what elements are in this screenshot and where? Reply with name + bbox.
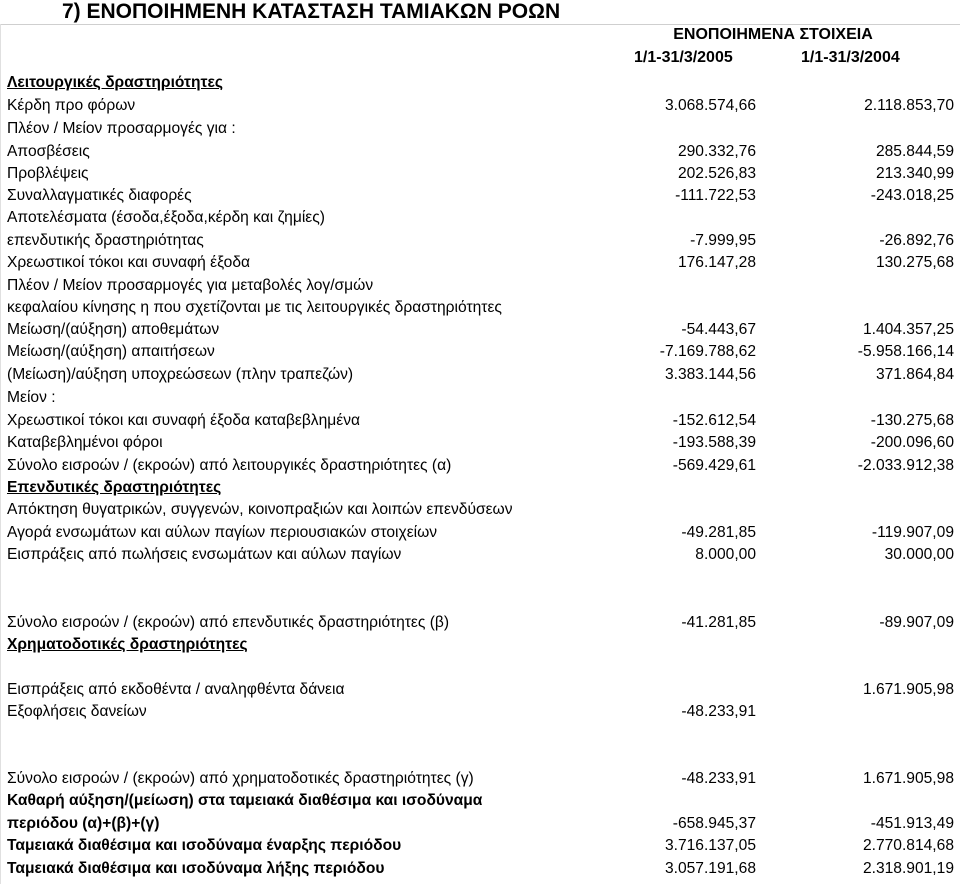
value-2005: -41.281,85 bbox=[681, 614, 756, 631]
value-2005: -658.945,37 bbox=[672, 815, 756, 832]
table-row bbox=[0, 206, 960, 229]
table-row bbox=[0, 678, 960, 701]
table-row bbox=[0, 318, 960, 341]
value-2005: 3.057.191,68 bbox=[664, 860, 756, 877]
value-2005: -7.169.788,62 bbox=[659, 343, 756, 360]
value-2005: -49.281,85 bbox=[681, 524, 756, 541]
row-label: Καθαρή αύξηση/(μείωση) στα ταμειακά διαθέσιμα και ισοδύναμα bbox=[7, 792, 483, 809]
table-row bbox=[0, 229, 960, 252]
net-change-heading bbox=[0, 789, 960, 812]
row-label: Χρηματοδοτικές δραστηριότητες bbox=[7, 636, 248, 653]
top-divider bbox=[0, 24, 960, 25]
value-2004: 2.770.814,68 bbox=[862, 837, 954, 854]
value-2004: -26.892,76 bbox=[879, 232, 954, 249]
row-label: Καταβεβλημένοι φόροι bbox=[7, 434, 163, 451]
value-2005: 176.147,28 bbox=[677, 254, 756, 271]
table-row bbox=[0, 363, 960, 386]
table-row bbox=[0, 431, 960, 454]
value-2004: 1.671.905,98 bbox=[862, 681, 954, 698]
net-change-row bbox=[0, 812, 960, 835]
value-2005: 3.068.574,66 bbox=[664, 97, 756, 114]
table-row bbox=[0, 94, 960, 117]
table-row bbox=[0, 409, 960, 432]
table-row bbox=[0, 543, 960, 566]
value-2004: 2.318.901,19 bbox=[862, 860, 954, 877]
table-row bbox=[0, 700, 960, 723]
row-label: Προβλέψεις bbox=[7, 165, 89, 182]
table-row bbox=[0, 117, 960, 140]
value-2004: -89.907,09 bbox=[879, 614, 954, 631]
value-2005: -48.233,91 bbox=[681, 770, 756, 787]
value-2005: 3.716.137,05 bbox=[664, 837, 756, 854]
table-row bbox=[0, 386, 960, 409]
value-2005: -193.588,39 bbox=[672, 434, 756, 451]
value-2005: -48.233,91 bbox=[681, 703, 756, 720]
row-label: Πλέον / Μείον προσαρμογές για μεταβολές λογ/σμών bbox=[7, 277, 374, 294]
row-label: επενδυτικής δραστηριότητας bbox=[7, 232, 204, 249]
row-label: Σύνολο εισροών / (εκροών) από χρηματοδοτικές δραστηριότητες (γ) bbox=[7, 770, 474, 787]
row-label: Επενδυτικές δραστηριότητες bbox=[7, 479, 222, 496]
value-2004: 1.671.905,98 bbox=[862, 770, 954, 787]
row-label: Χρεωστικοί τόκοι και συναφή έξοδα bbox=[7, 254, 251, 271]
row-label: κεφαλαίου κίνησης η που σχετίζονται με τις λειτουργικές δραστηριότητες bbox=[7, 299, 502, 316]
value-2005: -111.722,53 bbox=[675, 187, 756, 204]
table-row bbox=[0, 140, 960, 163]
value-2004: -200.096,60 bbox=[870, 434, 954, 451]
value-2004: -451.913,49 bbox=[870, 815, 954, 832]
row-label: Μείωση/(αύξηση) απαιτήσεων bbox=[7, 343, 215, 360]
row-label: Σύνολο εισροών / (εκροών) από επενδυτικές δραστηριότητες (β) bbox=[7, 614, 450, 631]
value-2004: 1.404.357,25 bbox=[862, 321, 954, 338]
opening-cash-row bbox=[0, 834, 960, 857]
value-2004: -119.907,09 bbox=[871, 524, 954, 541]
row-label: περιόδου (α)+(β)+(γ) bbox=[7, 815, 160, 832]
section-operating-heading bbox=[0, 71, 960, 94]
value-2004: -130.275,68 bbox=[870, 412, 954, 429]
row-label: Αποτελέσματα (έσοδα,έξοδα,κέρδη και ζημίες) bbox=[7, 209, 325, 226]
table-row bbox=[0, 184, 960, 207]
row-label: Χρεωστικοί τόκοι και συναφή έξοδα καταβεβλημένα bbox=[7, 412, 361, 429]
row-label: Πλέον / Μείον προσαρμογές για : bbox=[7, 120, 236, 137]
closing-cash-row bbox=[0, 857, 960, 880]
table-row bbox=[0, 274, 960, 297]
subtotal-financing-row bbox=[0, 767, 960, 790]
period-2005-header: 1/1-31/3/2005 bbox=[634, 49, 733, 66]
row-label: Εισπράξεις από πωλήσεις ενσωμάτων και αύλων παγίων bbox=[7, 546, 402, 563]
row-label: Απόκτηση θυγατρικών, συγγενών, κοινοπραξιών και λοιπών επενδύσεων bbox=[7, 501, 513, 518]
group-header: ΕΝΟΠΟΙΗΜΕΝΑ ΣΤΟΙΧΕΙΑ bbox=[673, 26, 873, 43]
row-label: Μείον : bbox=[7, 389, 56, 406]
section-financing-heading bbox=[0, 633, 960, 656]
value-2005: 290.332,76 bbox=[677, 143, 756, 160]
value-2004: 285.844,59 bbox=[875, 143, 954, 160]
value-2004: 371.864,84 bbox=[875, 366, 954, 383]
value-2005: -7.999,95 bbox=[690, 232, 756, 249]
value-2005: 202.526,83 bbox=[677, 165, 756, 182]
value-2004: 2.118.853,70 bbox=[864, 97, 954, 114]
value-2005: 8.000,00 bbox=[695, 546, 756, 563]
table-row bbox=[0, 340, 960, 363]
value-2005: -54.443,67 bbox=[681, 321, 756, 338]
value-2005: -152.612,54 bbox=[672, 412, 756, 429]
section-investing-heading bbox=[0, 476, 960, 499]
period-2004-header: 1/1-31/3/2004 bbox=[801, 49, 900, 66]
table-row bbox=[0, 521, 960, 544]
table-row bbox=[0, 162, 960, 185]
row-label: Μείωση/(αύξηση) αποθεμάτων bbox=[7, 321, 220, 338]
row-label: Κέρδη προ φόρων bbox=[7, 97, 136, 114]
row-label: Ταμειακά διαθέσιμα και ισοδύναμα λήξης περιόδου bbox=[7, 860, 385, 877]
table-row bbox=[0, 251, 960, 274]
table-row bbox=[0, 296, 960, 319]
value-2004: 213.340,99 bbox=[875, 165, 954, 182]
row-label: Ταμειακά διαθέσιμα και ισοδύναμα έναρξης περιόδου bbox=[7, 837, 402, 854]
value-2004: -5.958.166,14 bbox=[857, 343, 954, 360]
subtotal-operating-row bbox=[0, 454, 960, 477]
value-2005: -569.429,61 bbox=[672, 457, 756, 474]
value-2004: 130.275,68 bbox=[875, 254, 954, 271]
table-row bbox=[0, 498, 960, 521]
value-2004: 30.000,00 bbox=[884, 546, 954, 563]
row-label: Συναλλαγματικές διαφορές bbox=[7, 187, 192, 204]
row-label: Αγορά ενσωμάτων και αύλων παγίων περιουσιακών στοιχείων bbox=[7, 524, 438, 541]
row-label: Εξοφλήσεις δανείων bbox=[7, 703, 147, 720]
row-label: (Μείωση)/αύξηση υποχρεώσεων (πλην τραπεζών) bbox=[7, 366, 354, 383]
row-label: Σύνολο εισροών / (εκροών) από λειτουργικές δραστηριότητες (α) bbox=[7, 457, 452, 474]
value-2005: 3.383.144,56 bbox=[664, 366, 756, 383]
row-label: Εισπράξεις από εκδοθέντα / αναληφθέντα δάνεια bbox=[7, 681, 345, 698]
value-2004: -2.033.912,38 bbox=[857, 457, 954, 474]
page-title: 7) ΕΝΟΠΟΙΗΜΕΝΗ ΚΑΤΑΣΤΑΣΗ ΤΑΜΙΑΚΩΝ ΡΟΩΝ bbox=[62, 0, 561, 23]
value-2004: -243.018,25 bbox=[870, 187, 954, 204]
row-label: Λειτουργικές δραστηριότητες bbox=[7, 74, 223, 91]
subtotal-investing-row bbox=[0, 611, 960, 634]
row-label: Αποσβέσεις bbox=[7, 143, 90, 160]
